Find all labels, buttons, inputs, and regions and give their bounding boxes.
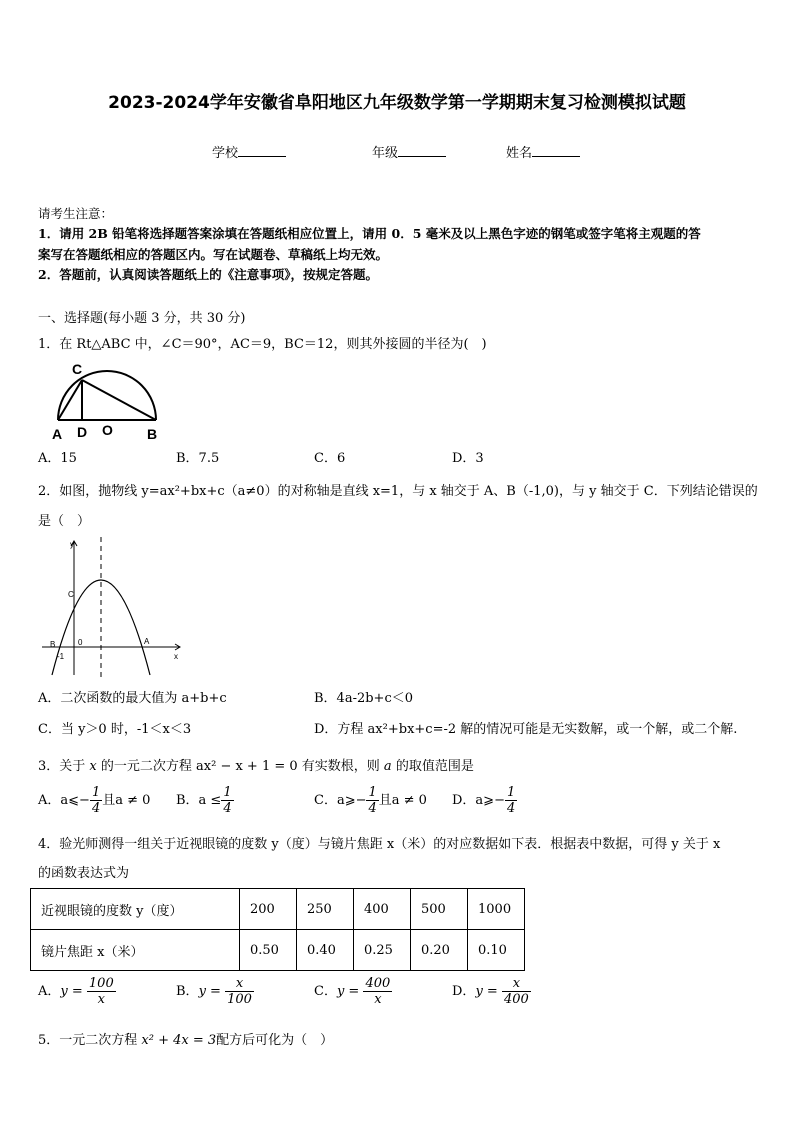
name-field: [506, 142, 580, 161]
option-label: D．: [452, 984, 476, 999]
table-cell: 400: [354, 889, 411, 930]
q2-label-c: C: [68, 590, 74, 599]
page-title: 2023-2024学年安徽省阜阳地区九年级数学第一学期期末复习检测模拟试题: [108, 93, 686, 113]
table-row-header: 镜片焦距 x（米）: [31, 930, 240, 971]
q3-stem-mid: 的一元二次方程 ax² − x + 1 = 0 有实数根，则: [96, 759, 384, 774]
q1-label-d: D: [77, 424, 88, 440]
fraction-numerator: 1: [506, 785, 516, 800]
table-cell: 0.50: [240, 930, 297, 971]
fraction-numerator: 1: [91, 785, 101, 800]
q2-option-b: B．4a-2b+c＜0: [314, 691, 414, 706]
q4-option-c-fraction: [363, 976, 392, 1007]
q4-stem-line1: 4．验光师测得一组关于近视眼镜的度数 y（度）与镜片焦距 x（米）的对应数据如下表．根据表中数据，可得 y 关于 x: [38, 837, 721, 852]
q1-option-c: C．6: [314, 451, 346, 466]
fraction-numerator: x: [502, 976, 531, 992]
fraction-denominator: 4: [506, 801, 516, 816]
q1-label-o: O: [102, 422, 113, 438]
fraction-numerator: 100: [88, 976, 114, 991]
q3-option-b: [176, 785, 234, 816]
table-cell: 0.25: [354, 930, 411, 971]
q5-stem-equation: x² + 4x = 3: [141, 1033, 217, 1048]
fraction-numerator: x: [225, 976, 254, 992]
q3-option-a-post: 且a ≠ 0: [102, 793, 151, 808]
grade-blank: [398, 143, 446, 157]
option-lhs: y =: [60, 984, 83, 999]
q3-stem-pre: 3．关于: [38, 759, 90, 774]
q1-option-a: A．15: [38, 451, 77, 466]
option-label: A．: [38, 984, 61, 999]
option-lhs: y =: [336, 984, 360, 999]
q3-option-c-fraction: [366, 785, 378, 816]
school-field: [212, 142, 286, 161]
q4-option-a-fraction: [87, 976, 116, 1007]
q3-option-c-post: 且a ≠ 0: [378, 793, 427, 808]
q3-option-a-fraction: [90, 785, 102, 816]
fraction-denominator: 100: [227, 992, 252, 1007]
q2-label-x: x: [174, 652, 178, 661]
table-cell: 500: [411, 889, 468, 930]
fraction-numerator: 400: [365, 976, 391, 991]
q2-label-b: B: [50, 640, 56, 649]
fraction-denominator: 4: [368, 801, 377, 816]
section-heading: 一、选择题(每小题 3 分，共 30 分): [38, 311, 246, 326]
school-label: 学校: [212, 146, 239, 161]
fraction-denominator: 4: [91, 801, 101, 816]
fraction-denominator: 4: [223, 801, 232, 816]
q1-option-b: B．7.5: [176, 451, 220, 466]
fraction-numerator: 1: [223, 785, 232, 800]
notice-heading: 请考生注意：: [38, 206, 114, 221]
q3-option-b-pre: B．a ≤: [176, 793, 222, 808]
q2-option-d: D．方程 ax²+bx+c=-2 解的情况可能是无实数解，或一个解，或二个解.: [314, 722, 738, 737]
q3-option-c-pre: C．a⩾−: [314, 793, 367, 808]
q2-label-neg1: -1: [57, 652, 65, 661]
q2-label-origin: 0: [78, 638, 83, 647]
q1-label-a: A: [52, 426, 63, 442]
grade-field: [372, 142, 446, 161]
name-label: 姓名: [506, 146, 533, 161]
option-label: B．: [176, 984, 199, 999]
q4-option-a: [38, 976, 116, 1007]
q3-stem: [38, 755, 474, 774]
fraction-denominator: x: [374, 992, 382, 1007]
table-row-header: 近视眼镜的度数 y（度）: [31, 889, 240, 930]
q2-figure: [40, 535, 190, 677]
q3-stem-post: 的取值范围是: [391, 759, 474, 774]
q3-option-a: [38, 785, 150, 816]
fraction-numerator: 1: [368, 785, 377, 800]
option-label: C．: [314, 984, 337, 999]
q4-stem-line2: 的函数表达式为: [38, 866, 130, 881]
table-row: [31, 889, 525, 930]
table-cell: 200: [240, 889, 297, 930]
q1-figure: [50, 360, 165, 442]
grade-label: 年级: [372, 146, 399, 161]
q3-option-d-pre: D．a⩾−: [452, 793, 505, 808]
q3-option-d: [452, 785, 517, 816]
q4-option-b-fraction: [225, 976, 254, 1007]
q2-label-a: A: [144, 637, 150, 646]
q2-stem-line1: 2．如图，抛物线 y=ax²+bx+c（a≠0）的对称轴是直线 x=1，与 x 轴交于 A、B（-1,0)，与 y 轴交于 C．下列结论错误的: [38, 484, 758, 499]
table-cell: 250: [297, 889, 354, 930]
fraction-denominator: x: [97, 992, 105, 1007]
notice-item1-line1: 1．请用 2B 铅笔将选择题答案涂填在答题纸相应位置上，请用 0．5 毫米及以上黑色字迹的钢笔或签字笔将主观题的答: [38, 226, 701, 241]
q2-stem-line2: 是（ ）: [38, 514, 91, 529]
q1-option-d: D．3: [452, 451, 484, 466]
q2-label-y: y: [70, 540, 74, 549]
q4-option-d: [452, 976, 531, 1007]
option-lhs: y =: [475, 984, 498, 999]
q5-stem-pre: 5．一元二次方程: [38, 1033, 142, 1048]
table-cell: 0.40: [297, 930, 354, 971]
q5-stem: [38, 1029, 333, 1048]
name-blank: [532, 143, 580, 157]
q1-label-c: C: [72, 361, 83, 377]
q3-option-d-fraction: [505, 785, 517, 816]
q3-stem-x: x: [89, 759, 97, 774]
notice-item1-line2: 案写在答题纸相应的答题区内。写在试题卷、草稿纸上均无效。: [38, 247, 389, 262]
q3-stem-a: a: [383, 759, 392, 774]
table-cell: 0.20: [411, 930, 468, 971]
q1-segment-cb: [82, 380, 156, 420]
q3-option-b-fraction: [221, 785, 233, 816]
fraction-denominator: 400: [503, 992, 529, 1007]
q4-data-table: [30, 888, 525, 971]
option-lhs: y =: [198, 984, 221, 999]
table-cell: 0.10: [468, 930, 525, 971]
q4-option-d-fraction: [502, 976, 531, 1007]
q4-option-c: [314, 976, 392, 1007]
q1-stem: 1．在 Rt△ABC 中，∠C＝90°，AC＝9，BC＝12，则其外接圆的半径为( ): [38, 337, 487, 352]
q1-label-b: B: [147, 426, 158, 442]
q3-option-a-pre: A．a⩽−: [38, 793, 90, 808]
q3-option-c: [314, 785, 427, 816]
notice-item2: 2．答题前，认真阅读答题纸上的《注意事项》，按规定答题。: [38, 267, 378, 282]
table-cell: 1000: [468, 889, 525, 930]
q5-stem-post: 配方后可化为（ ）: [216, 1033, 334, 1048]
school-blank: [238, 143, 286, 157]
q2-option-a: A．二次函数的最大值为 a+b+c: [38, 691, 227, 706]
table-row: [31, 930, 525, 971]
q4-option-b: [176, 976, 254, 1007]
q2-option-c: C．当 y＞0 时，-1＜x＜3: [38, 722, 192, 737]
